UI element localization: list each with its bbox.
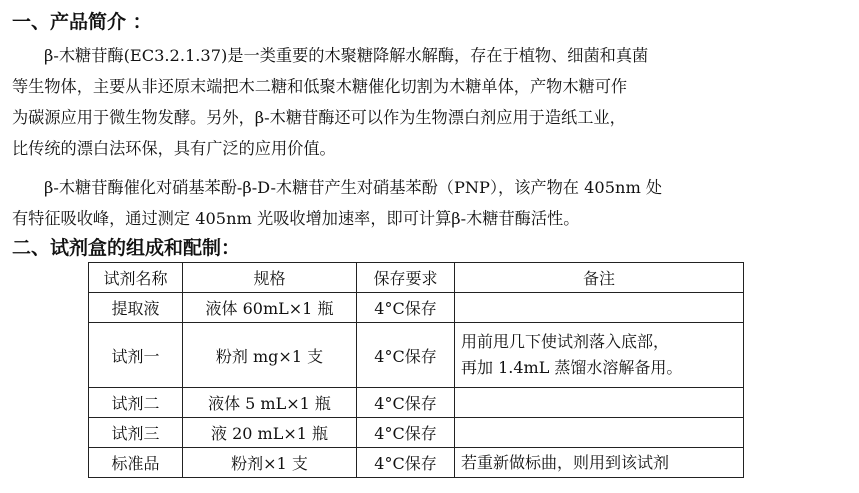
paragraph-line: 比传统的漂白法环保，具有广泛的应用价值。 (12, 139, 336, 158)
reagent-name: 试剂二 (89, 388, 183, 418)
reagent-note (455, 418, 744, 448)
reagent-spec: 粉剂×1 支 (183, 448, 357, 478)
paragraph-line: β-木糖苷酶(EC3.2.1.37)是一类重要的木聚糖降解水解酶，存在于植物、细菌和真菌 (44, 46, 649, 65)
reagent-spec: 液 20 mL×1 瓶 (183, 418, 357, 448)
table-row (89, 448, 744, 478)
table-row (89, 323, 744, 388)
kit-composition-table (88, 262, 744, 478)
paragraph-line: 为碳源应用于微生物发酵。另外，β-木糖苷酶还可以作为生物漂白剂应用于造纸工业， (12, 108, 626, 127)
section-kit-heading: 二、试剂盒的组成和配制： (12, 237, 241, 259)
column-header-spec: 规格 (183, 263, 357, 293)
reagent-storage: 4°C保存 (357, 418, 455, 448)
reagent-name: 提取液 (89, 293, 183, 323)
reagent-storage: 4°C保存 (357, 323, 455, 388)
section-intro-heading: 一、产品简介 ： (12, 11, 152, 33)
reagent-name: 试剂三 (89, 418, 183, 448)
column-header-storage: 保存要求 (357, 263, 455, 293)
paragraph-line: 等生物体，主要从非还原末端把木二糖和低聚木糖催化切割为木糖单体，产物木糖可作 (12, 77, 628, 96)
table-row (89, 293, 744, 323)
paragraph-line: β-木糖苷酶催化对硝基苯酚-β-D-木糖苷产生对硝基苯酚（PNP），该产物在 405nm 处 (44, 178, 663, 197)
reagent-name: 试剂一 (89, 323, 183, 388)
note-line: 再加 1.4mL 蒸馏水溶解备用。 (461, 358, 683, 377)
paragraph-line: 有特征吸收峰，通过测定 405nm 光吸收增加速率，即可计算β-木糖苷酶活性。 (12, 209, 580, 228)
reagent-note (455, 323, 744, 388)
intro-paragraph-2 (12, 172, 847, 234)
table-row (89, 388, 744, 418)
reagent-storage: 4°C保存 (357, 388, 455, 418)
reagent-storage: 4°C保存 (357, 448, 455, 478)
reagent-storage: 4°C保存 (357, 293, 455, 323)
reagent-note (455, 293, 744, 323)
reagent-spec: 液体 60mL×1 瓶 (183, 293, 357, 323)
intro-paragraph-1 (12, 40, 847, 164)
reagent-name: 标准品 (89, 448, 183, 478)
table-header-row (89, 263, 744, 293)
reagent-note (455, 448, 744, 478)
column-header-note: 备注 (455, 263, 744, 293)
reagent-spec: 液体 5 mL×1 瓶 (183, 388, 357, 418)
reagent-spec: 粉剂 mg×1 支 (183, 323, 357, 388)
note-line: 用前甩几下使试剂落入底部， (461, 332, 670, 351)
reagent-note (455, 388, 744, 418)
table-row (89, 418, 744, 448)
note-line: 若重新做标曲，则用到该试剂 (461, 452, 670, 472)
column-header-name: 试剂名称 (89, 263, 183, 293)
